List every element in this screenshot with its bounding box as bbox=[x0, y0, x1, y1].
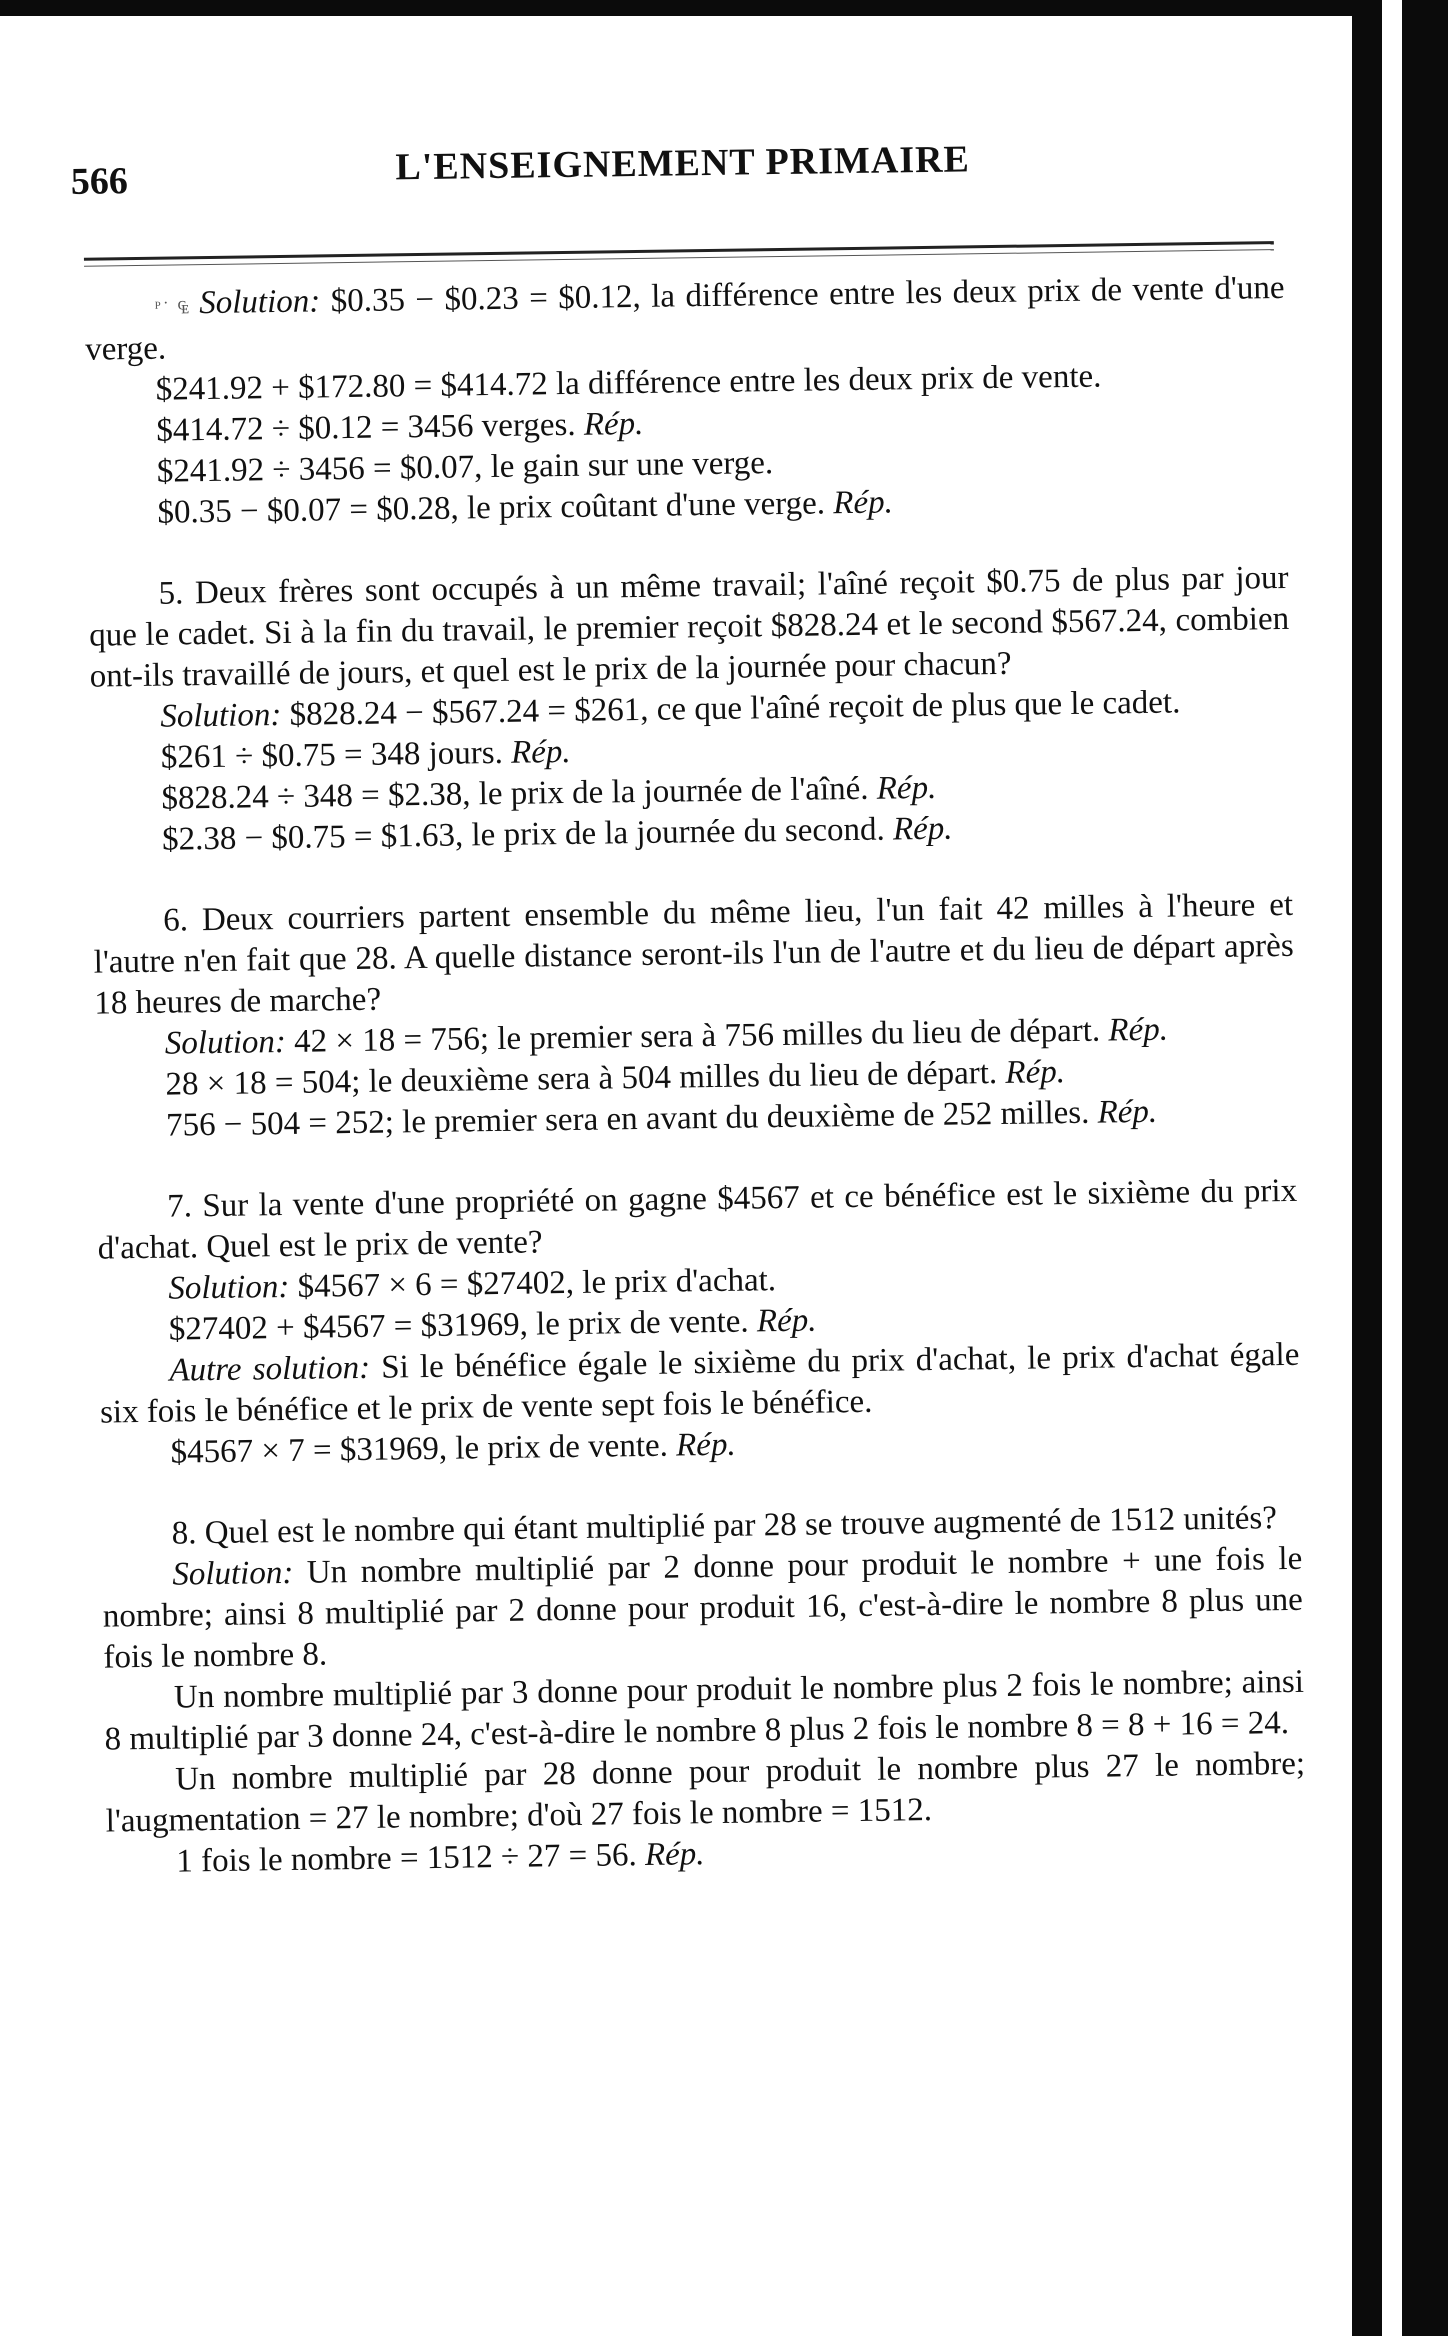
rep-label: Rép. bbox=[876, 769, 937, 807]
page-body bbox=[84, 268, 1306, 1884]
ex8-paragraph: Un nombre multiplié par 28 donne pour produit le nombre plus 27 le nombre; l'augmentation = 27 le nombre; d'où 27 fois le nombre = 1512. bbox=[105, 1745, 1306, 1840]
ex7-autre-solution: Autre solution: Si le bénéfice égale le sixième du prix d'achat, le prix d'achat égale six fois le bénéfice et le prix de vente sept fois le bénéfice. bbox=[99, 1336, 1300, 1431]
ex6-line: 28 × 18 = 504; le deuxième sera à 504 milles du lieu de départ. Rép. bbox=[165, 1054, 1066, 1103]
solution-label: Solution: bbox=[199, 283, 321, 322]
ex7-line: $27402 + $4567 = $31969, le prix de vente. Rép. bbox=[168, 1302, 817, 1348]
rep-label: Rép. bbox=[644, 1836, 705, 1874]
rep-label: Rép. bbox=[833, 484, 894, 522]
ex7-solution: Solution: $4567 × 6 = $27402, le prix d'achat. bbox=[168, 1262, 777, 1307]
rep-label: Rép. bbox=[1108, 1011, 1169, 1049]
autre-solution-label: Autre solution: bbox=[169, 1349, 371, 1389]
ex5-line: $828.24 ÷ 348 = $2.38, le prix de la journée de l'aîné. Rép. bbox=[161, 769, 937, 817]
running-head: L'ENSEIGNEMENT PRIMAIRE bbox=[395, 138, 971, 189]
solution-label: Solution: bbox=[168, 1268, 290, 1307]
solution-label: Solution: bbox=[172, 1554, 294, 1593]
ex7-line: $4567 × 7 = $31969, le prix de vente. Rép. bbox=[170, 1426, 736, 1471]
ex8-question: 8. Quel est le nombre qui étant multiplié par 28 se trouve augmenté de 1512 unités? bbox=[171, 1500, 1278, 1552]
ex5-line: $261 ÷ $0.75 = 348 jours. Rép. bbox=[160, 733, 571, 776]
rep-label: Rép. bbox=[675, 1426, 736, 1464]
rep-label: Rép. bbox=[1097, 1093, 1158, 1131]
ex5-question: 5. Deux frères sont occupés à un même travail; l'aîné reçoit $0.75 de plus par jour que le cadet. Si à la fin du travail, le premier reçoit $828.24 et le second $567.24, combien ont-ils travaillé de jours, et quel est le prix de la journée pour chacun? bbox=[88, 559, 1290, 695]
ex4-line: $241.92 ÷ 3456 = $0.07, le gain sur une verge. bbox=[156, 445, 774, 490]
page-number: 566 bbox=[70, 160, 129, 203]
ex8-final: 1 fois le nombre = 1512 ÷ 27 = 56. Rép. bbox=[176, 1836, 705, 1880]
ex6-solution: Solution: 42 × 18 = 756; le premier sera à 756 milles du lieu de départ. Rép. bbox=[164, 1011, 1169, 1062]
rep-label: Rép. bbox=[510, 733, 571, 771]
ex4-solution: ᴾ˙ ₠ Solution: $0.35 − $0.23 = $0.12, la différence entre les deux prix de vente d'une verge. bbox=[84, 269, 1285, 368]
ex8-solution: Solution: Un nombre multiplié par 2 donne pour produit le nombre + une fois le nombre; ainsi 8 multiplié par 2 donne pour produit 16, c'est-à-dire le nombre 8 plus une fois le nombre 8. bbox=[102, 1540, 1304, 1676]
ex5-line: $2.38 − $0.75 = $1.63, le prix de la journée du second. Rép. bbox=[161, 810, 953, 858]
margin-mark: ᴾ˙ ₠ bbox=[154, 297, 189, 318]
ex4-line: $414.72 ÷ $0.12 = 3456 verges. Rép. bbox=[156, 405, 644, 449]
rep-label: Rép. bbox=[583, 405, 644, 443]
book-page bbox=[62, 103, 1332, 2300]
ex6-line: 756 − 504 = 252; le premier sera en avant du deuxième de 252 milles. Rép. bbox=[165, 1093, 1158, 1144]
solution-label: Solution: bbox=[164, 1023, 287, 1062]
scan-top-border bbox=[0, 0, 1448, 16]
ex4-line: $241.92 + $172.80 = $414.72 la différence entre les deux prix de vente. bbox=[155, 358, 1102, 408]
scan-right-border bbox=[1352, 0, 1448, 2336]
solution-label: Solution: bbox=[160, 696, 282, 735]
rep-label: Rép. bbox=[892, 810, 953, 848]
ex4-line: $0.35 − $0.07 = $0.28, le prix coûtant d'une verge. Rép. bbox=[157, 484, 894, 531]
rep-label: Rép. bbox=[1005, 1054, 1066, 1091]
ex8-paragraph: Un nombre multiplié par 3 donne pour produit le nombre plus 2 fois le nombre; ainsi 8 multiplié par 3 donne 24, c'est-à-dire le nombre 8 plus 2 fois le nombre 8 = 8 + 16 = 24. bbox=[104, 1663, 1305, 1758]
ex5-solution: Solution: $828.24 − $567.24 = $261, ce que l'aîné reçoit de plus que le cadet. bbox=[160, 684, 1181, 735]
ex7-question: 7. Sur la vente d'une propriété on gagne $4567 et ce bénéfice est le sixième du prix d'achat. Quel est le prix de vente? bbox=[97, 1172, 1298, 1267]
ex6-question: 6. Deux courriers partent ensemble du même lieu, l'un fait 42 milles à l'heure et l'autre n'en fait que 28. A quelle distance seront-ils l'un de l'autre et du lieu de départ après 18 heures de marche? bbox=[93, 886, 1294, 1022]
rep-label: Rép. bbox=[756, 1302, 817, 1340]
